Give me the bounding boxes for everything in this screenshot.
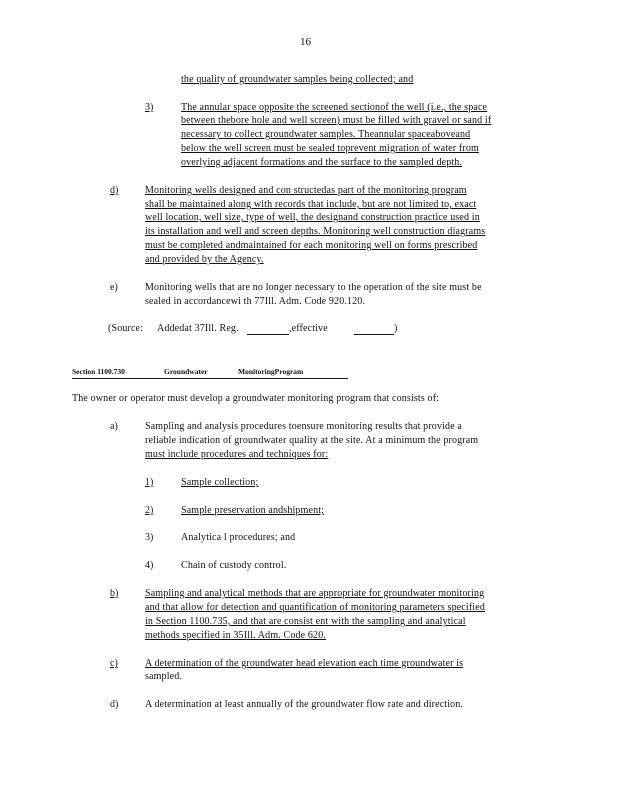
source-note-effective: ,effective	[289, 323, 328, 334]
item-a-label: a)	[110, 421, 118, 432]
item-d-prev-line: well location, well size, type of well, the designand construction practice used in	[145, 212, 480, 223]
item-d-prev-line: its installation and well and screen depths. Monitoring well construction diagrams	[145, 226, 486, 237]
item-c-line: A determination of the groundwater head elevation each time groundwater is	[145, 658, 464, 669]
item-e-prev-line: Monitoring wells that are no longer necessary to the operation of the site must be	[145, 282, 482, 293]
item-d-line: A determination at least annually of the groundwater flow rate and direction.	[145, 699, 464, 710]
item-c-label: c)	[110, 658, 118, 669]
section-title-word: Groundwater	[164, 367, 208, 376]
item-2-continuation: the quality of groundwater samples being collected; and	[181, 74, 414, 85]
item-a-line: Sampling and analysis procedures toensure monitoring results that provide a	[145, 421, 463, 432]
subitem-label: 4)	[145, 560, 154, 571]
item-b-line: Sampling and analytical methods that are appropriate for groundwater monitoring	[145, 588, 485, 599]
subitem-label: 3)	[145, 532, 154, 543]
item-e-prev-label: e)	[110, 282, 118, 293]
section-intro: The owner or operator must develop a groundwater monitoring program that consists of:	[72, 393, 440, 404]
section-title-word: MonitoringProgram	[238, 367, 304, 376]
section-number: Section 1100.730	[72, 367, 125, 376]
item-3-label: 3)	[145, 102, 154, 113]
source-blank-line	[354, 334, 394, 335]
page-number: 16	[300, 36, 311, 48]
section-heading	[72, 366, 348, 379]
subitem-text: Analytica l procedures; and	[181, 532, 296, 543]
item-d-prev-label: d)	[110, 185, 119, 196]
item-3-line: between thebore hole and well screen) must be filled with gravel or sand if	[181, 115, 492, 126]
item-a-line: reliable indication of groundwater quality at the site. At a minimum the program	[145, 435, 479, 446]
subitem-label: 1)	[145, 477, 154, 488]
source-note-text: Addedat 37Ill. Reg.	[157, 323, 239, 334]
item-3-line: necessary to collect groundwater samples. Theannular spaceaboveand	[181, 129, 471, 140]
source-note-open: (Source:	[108, 323, 144, 334]
item-b-label: b)	[110, 588, 119, 599]
item-c-line: sampled.	[145, 671, 183, 682]
subitem-text: Sample collection;	[181, 477, 259, 488]
item-d-prev-line: Monitoring wells designed and con structedas part of the monitoring program	[145, 185, 467, 196]
item-b-line: in Section 1100.735, and that are consist ent with the sampling and analytical	[145, 616, 466, 627]
subitem-label: 2)	[145, 505, 154, 516]
item-b-line: methods specified in 35Ill. Adm. Code 620.	[145, 630, 327, 641]
item-a-line: must include procedures and techniques for:	[145, 449, 329, 460]
source-blank-line	[247, 334, 289, 335]
item-3-line: The annular space opposite the screened sectionof the well (i.e., the space	[181, 102, 488, 113]
item-b-line: and that allow for detection and quantification of monitoring parameters specified	[145, 602, 485, 613]
item-3-line: below the well screen must be sealed toprevent migration of water from	[181, 143, 479, 154]
subitem-text: Sample preservation andshipment;	[181, 505, 325, 516]
source-note-close: )	[394, 323, 398, 334]
item-d-prev-line: shall be maintained along with records that include, but are not limited to, exact	[145, 199, 477, 210]
item-3-line: overlying adjacent formations and the surface to the sampled depth.	[181, 157, 463, 168]
item-d-prev-line: must be completed andmaintained for each monitoring well on forms prescribed	[145, 240, 478, 251]
item-e-prev-line: sealed in accordancewi th 77Ill. Adm. Code 920.120.	[145, 296, 366, 307]
item-d-prev-line: and provided by the Agency.	[145, 254, 264, 265]
item-d-label: d)	[110, 699, 119, 710]
subitem-text: Chain of custody control.	[181, 560, 287, 571]
